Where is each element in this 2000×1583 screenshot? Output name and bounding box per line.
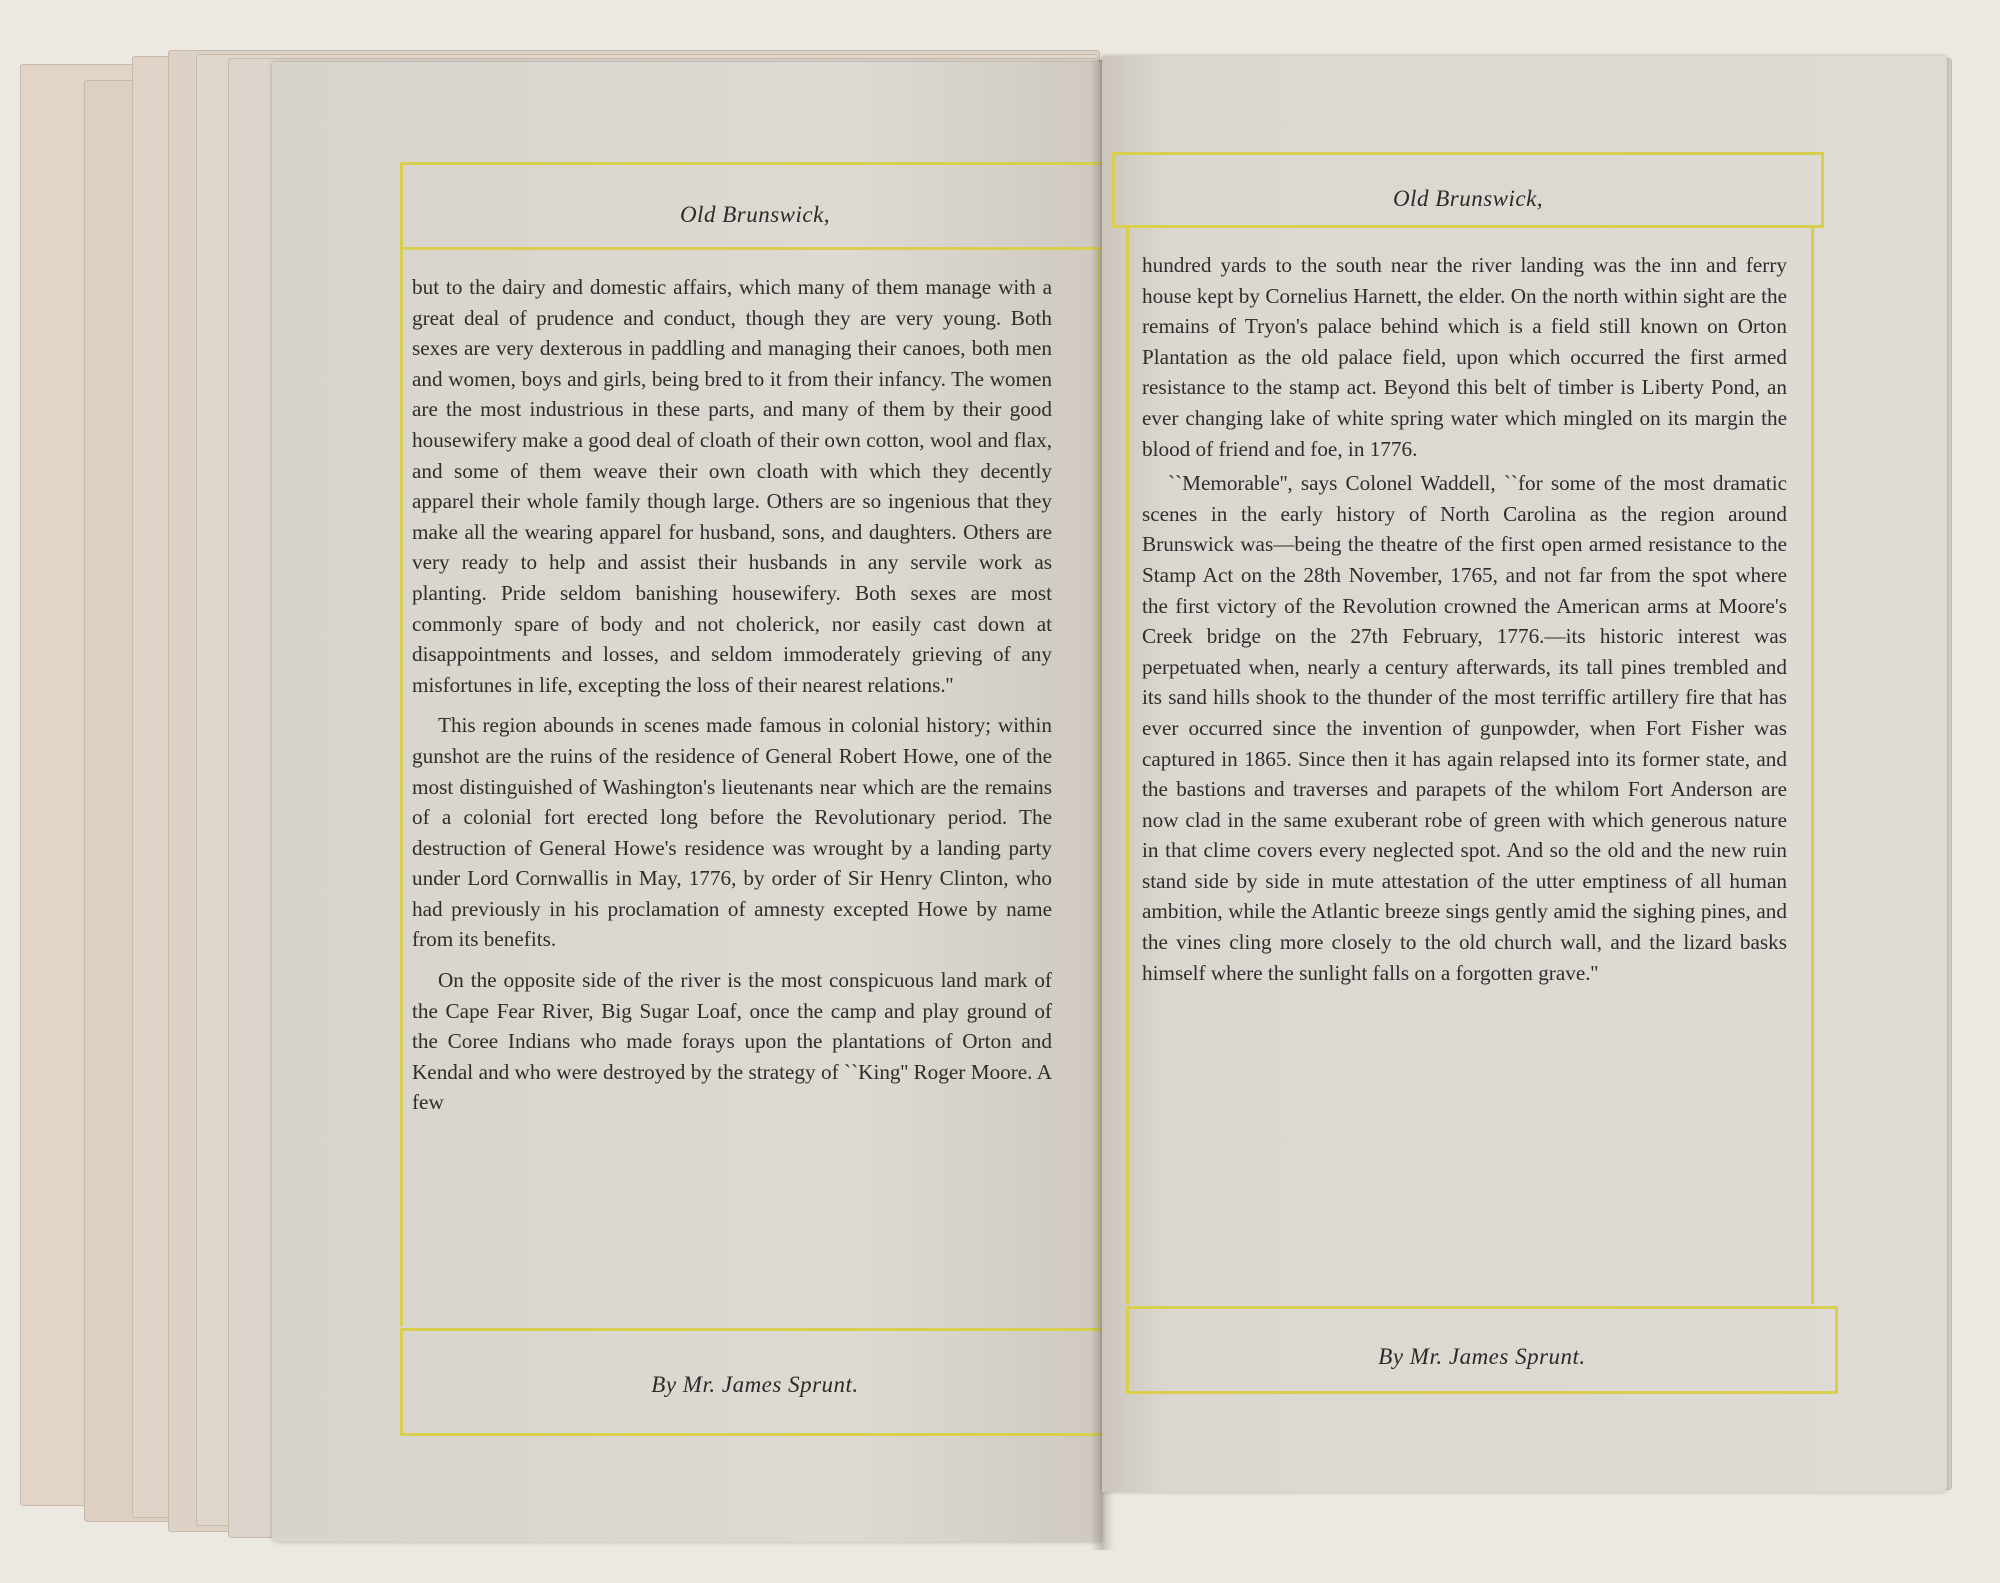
right-page-body	[1142, 250, 1787, 988]
byline: By Mr. James Sprunt.	[651, 1372, 859, 1397]
right-page	[1102, 56, 1947, 1492]
paragraph: On the opposite side of the river is the most conspicuous land mark of the Cape Fear River, Big Sugar Loaf, once the camp and play ground of the Coree Indians who made forays upon the plantations of Orton and Kendal and who were destroyed by the strategy of ``King'' Roger Moore. A few	[412, 968, 1052, 1115]
paragraph: hundred yards to the south near the river landing was the inn and ferry house kept by Cornelius Harnett, the elder. On the north within sight are the remains of Tryon's palace behind which is a field still known on Orton Plantation as the old palace field, upon which occurred the first armed resistance to the stamp act. Beyond this belt of timber is Liberty Pond, an ever changing lake of white spring water which mingled on its margin the blood of friend and foe, in 1776.	[1142, 253, 1787, 461]
running-head: Old Brunswick,	[679, 202, 831, 227]
paragraph: ``Memorable'', says Colonel Waddell, ``for some of the most dramatic scenes in the early history of North Carolina as the region around Brunswick was—being the theatre of the first open armed resistance to the Stamp Act on the 28th November, 1765, and not far from the spot where the first victory of the Revolution crowned the American arms at Moore's Creek bridge on the 27th February, 1776.—its historic interest was perpetuated when, nearly a century afterwards, its tall pines trembled and its sand hills shook to the thunder of the most terriffic artillery fire that has ever occurred since the invention of gunpowder, when Fort Fisher was captured in 1865. Since then it has again relapsed into its former state, and the bastions and traverses and parapets of the whilom Fort Anderson are now clad in the same exuberant robe of green with which generous nature in that clime covers every neglected spot. And so the old and the new ruin stand side by side in mute attestation of the utter emptiness of all human ambition, while the Atlantic breeze sings gently amid the sighing pines, and the vines cling more closely to the old church wall, and the lizard basks himself where the sunlight falls on a forgotten grave.''	[1142, 471, 1787, 985]
left-page-body	[412, 272, 1052, 1118]
paragraph: This region abounds in scenes made famous in colonial history; within gunshot are the ruins of the residence of General Robert Howe, one of the most distinguished of Washington's lieutenants near which are the remains of a colonial fort erected long before the Revolutionary period. The destruction of General Howe's residence was wrought by a landing party under Lord Cornwallis in May, 1776, by order of Sir Henry Clinton, who had previously in his proclamation of amnesty excepted Howe by name from its benefits.	[412, 713, 1052, 952]
left-page	[272, 62, 1102, 1542]
paragraph: but to the dairy and domestic affairs, which many of them manage with a great deal of prudence and conduct, though they are very young. Both sexes are very dexterous in paddling and managing their canoes, both men and women, boys and girls, being bred to it from their infancy. The women are the most industrious in these parts, and many of them by their good housewifery make a good deal of cloath of their own cotton, wool and flax, and some of them weave their own cloath with which they decently apparel their whole family though large. Others are so ingenious that they make all the wearing apparel for husband, sons, and daughters. Others are very ready to help and assist their husbands in any servile work as planting. Pride seldom banishing housewifery. Both sexes are most commonly spare of body and not cholerick, nor easily cast down at disappointments and losses, and seldom immoderately grieving of any misfortunes in life, excepting the loss of their nearest relations.''	[412, 275, 1052, 697]
running-head: Old Brunswick,	[1392, 186, 1544, 211]
byline: By Mr. James Sprunt.	[1378, 1344, 1586, 1369]
